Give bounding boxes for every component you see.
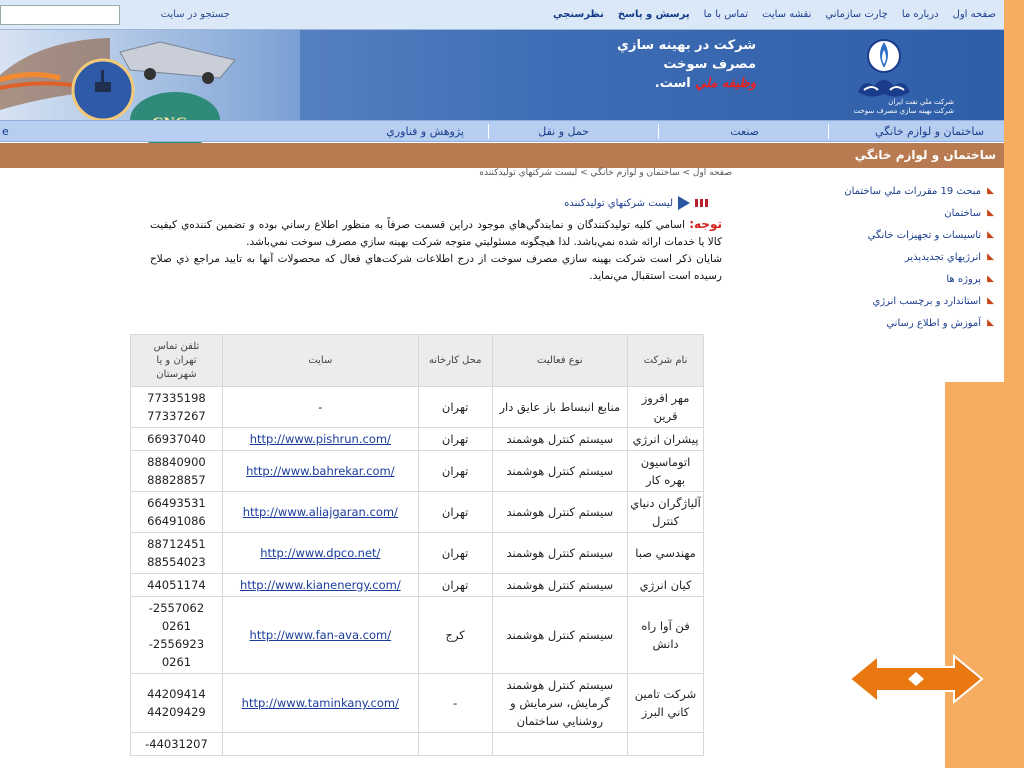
banner-images [0, 30, 300, 120]
bullet-icon: ◣ [987, 296, 994, 306]
site-link[interactable]: http://www.bahrekar.com/ [222, 451, 418, 492]
factory-cell: تهران [418, 387, 492, 428]
top-nav [0, 0, 1004, 30]
companies-table [130, 334, 704, 756]
bullet-icon: ◣ [987, 186, 994, 196]
header-company: نام شرکت [628, 335, 704, 387]
sidebar-item-label: تاسيسات و تجهيزات خانگي [867, 229, 982, 241]
double-arrow-icon[interactable] [848, 654, 984, 704]
category-building-link[interactable]: ساختمان و لوازم خانگي [875, 125, 984, 138]
content-background [740, 382, 945, 768]
factory-cell: تهران [418, 428, 492, 451]
header-banner [0, 30, 1004, 120]
site-link[interactable]: http://www.dpco.net/ [222, 533, 418, 574]
banner-slogan-line1: شرکت در بهينه سازي [617, 38, 756, 53]
bullet-icon: ◣ [987, 318, 994, 328]
sidebar-item-topic19[interactable] [784, 180, 994, 202]
logo-caption-line1: شرکت ملي نفت ايران [888, 98, 954, 106]
site-link [222, 733, 418, 756]
bullet-icon: ◣ [987, 274, 994, 284]
factory-cell: تهران [418, 533, 492, 574]
nav-faq-link[interactable]: پرسش و پاسخ [617, 9, 690, 20]
company-cell: مهندسي صبا [628, 533, 704, 574]
table-row [131, 597, 704, 674]
header-phone-line3: شهرستان [156, 368, 197, 380]
sidebar-item-label: آموزش و اطلاع رساني [886, 317, 982, 329]
header-factory: محل کارخانه [418, 335, 492, 387]
company-cell: فن آوا راه دانش [628, 597, 704, 674]
site-link[interactable]: http://www.kianenergy.com/ [222, 574, 418, 597]
list-title [564, 196, 708, 210]
sidebar-item-education[interactable] [784, 312, 994, 334]
phone-cell: 88840900 88828857 [131, 451, 223, 492]
category-industry-link[interactable]: صنعت [730, 125, 759, 138]
nav-about-link[interactable]: درباره ما [901, 9, 939, 20]
company-cell: کيان انرژي [628, 574, 704, 597]
table-row [131, 492, 704, 533]
category-transport-link[interactable]: حمل و نقل [538, 125, 589, 138]
bullet-icon: ◣ [987, 208, 994, 218]
header-phone [131, 335, 223, 387]
sidebar-item-label: مبحث 19 مقررات ملي ساختمان [844, 185, 982, 197]
search-label: جستجو در سايت [160, 9, 230, 20]
activity-cell: سيستم کنترل هوشمند [492, 533, 628, 574]
title-bars-icon [695, 199, 708, 207]
section-title: ساختمان و لوازم خانگي [854, 148, 996, 162]
factory-cell: - [418, 674, 492, 733]
factory-cell: تهران [418, 451, 492, 492]
browser-viewport [0, 0, 1004, 382]
company-cell: اتوماسيون بهره کار [628, 451, 704, 492]
site-link[interactable]: http://www.fan-ava.com/ [222, 597, 418, 674]
activity-cell: سيستم کنترل هوشمند [492, 451, 628, 492]
phone-cell: 66493531 66491086 [131, 492, 223, 533]
activity-cell: سيستم کنترل هوشمند [492, 574, 628, 597]
banner-slogan-highlight: وظيفه ملي [695, 76, 756, 91]
sidebar-item-label: انرژيهاي تجديدپذير [904, 251, 982, 263]
nav-sitemap-link[interactable]: نقشه سايت [762, 9, 812, 20]
phone-cell: 66937040 [131, 428, 223, 451]
logo-caption-line2: شرکت بهينه سازي مصرف سوخت [853, 107, 954, 115]
site-search [0, 5, 360, 25]
companies-table-wrap [130, 334, 704, 756]
category-research-link[interactable]: پژوهش و فناوري [386, 125, 464, 138]
sidebar-item-standard[interactable] [784, 290, 994, 312]
header-activity: نوع فعاليت [492, 335, 628, 387]
activity-cell: منابع انبساط باز عايق دار [492, 387, 628, 428]
title-arrow-icon [678, 196, 690, 210]
activity-cell: سيستم کنترل هوشمند گرمايش، سرمايش و روشنايي ساختمان [492, 674, 628, 733]
phone-cell: 88712451 88554023 [131, 533, 223, 574]
sidebar-item-projects[interactable] [784, 268, 994, 290]
nav-home-link[interactable]: صفحه اول [952, 9, 996, 20]
category-more-link[interactable]: e [2, 125, 9, 138]
notice-text-1: اسامي کليه توليدکنندگان و نمايندگي‌هاي موجود دراين قسمت صرفاً به منظور اطلاع رساني بوده و تضمين کننده‌ي کيفيت کالا يا خدمات ارائه شده نمي‌باشد. لذا هيچگونه مسئوليتي متوجه شرکت بهينه سازي مصرف سوخت نمي‌باشد. [150, 219, 722, 248]
sidebar-item-renewable[interactable] [784, 246, 994, 268]
table-row [131, 533, 704, 574]
section-title-bar [0, 143, 1004, 168]
sidebar-item-building[interactable] [784, 202, 994, 224]
site-link[interactable]: http://www.aliajgaran.com/ [222, 492, 418, 533]
table-row [131, 451, 704, 492]
factory-cell: تهران [418, 574, 492, 597]
bullet-icon: ◣ [987, 252, 994, 262]
activity-cell: سيستم کنترل هوشمند [492, 597, 628, 674]
table-row [131, 428, 704, 451]
sidebar-item-label: استاندارد و برچسب انرژي [872, 295, 982, 307]
activity-cell [492, 733, 628, 756]
phone-cell: 77335198 77337267 [131, 387, 223, 428]
banner-slogan [617, 36, 756, 93]
site-link: - [222, 387, 418, 428]
site-link[interactable]: http://www.pishrun.com/ [222, 428, 418, 451]
activity-cell: سيستم کنترل هوشمند [492, 492, 628, 533]
sidebar-menu [784, 180, 994, 334]
breadcrumb[interactable]: صفحه اول > ساختمان و لوازم خانگي > ليست شرکتهاي توليدکننده [479, 168, 732, 178]
logo-caption [854, 98, 954, 116]
disclaimer-notice [150, 216, 722, 285]
factory-cell: کرج [418, 597, 492, 674]
factory-cell: تهران [418, 492, 492, 533]
header-phone-line2: تهران و يا [156, 354, 197, 366]
notice-text-2: شايان ذکر است شرکت بهينه سازي مصرف سوخت از درج اطلاعات شرکت‌هاي فعال که محصولات آنها به تاييد مراجع ذي صلاح رسيده است استقبال مي‌نمايد. [150, 253, 722, 282]
phone-cell: 44209414 44209429 [131, 674, 223, 733]
table-header-row [131, 335, 704, 387]
list-title-text: ليست شرکتهاي توليدکننده [564, 197, 673, 209]
phone-cell: -2557062 0261 -2556923 0261 [131, 597, 223, 674]
nav-chart-link[interactable]: چارت سازماني [825, 9, 888, 20]
sidebar-item-label: پروژه ها [946, 273, 982, 285]
notice-label: توجه: [689, 217, 722, 231]
nav-poll-link[interactable]: نظرسنجي [552, 9, 604, 20]
phone-cell: 44051174 [131, 574, 223, 597]
table-row [131, 733, 704, 756]
company-cell: شرکت تامين کاني البرز [628, 674, 704, 733]
nav-contact-link[interactable]: تماس با ما [703, 9, 749, 20]
company-cell: آليا‌ژگران دنياي کنترل [628, 492, 704, 533]
sidebar-item-equipment[interactable] [784, 224, 994, 246]
header-phone-line1: تلفن تماس [153, 340, 200, 352]
banner-slogan-line2: مصرف سوخت [663, 57, 756, 72]
company-cell: پيشران انرژي [628, 428, 704, 451]
search-input[interactable] [0, 5, 120, 25]
banner-slogan-line3: است. [654, 76, 691, 91]
phone-cell: -44031207 [131, 733, 223, 756]
table-row [131, 674, 704, 733]
company-cell: مهر افروز قرين [628, 387, 704, 428]
table-row [131, 387, 704, 428]
company-cell [628, 733, 704, 756]
bullet-icon: ◣ [987, 230, 994, 240]
category-nav [0, 120, 1004, 142]
header-site: سايت [222, 335, 418, 387]
factory-cell [418, 733, 492, 756]
site-link[interactable]: http://www.taminkany.com/ [222, 674, 418, 733]
activity-cell: سيستم کنترل هوشمند [492, 428, 628, 451]
table-row [131, 574, 704, 597]
sidebar-item-label: ساختمان [944, 207, 982, 219]
